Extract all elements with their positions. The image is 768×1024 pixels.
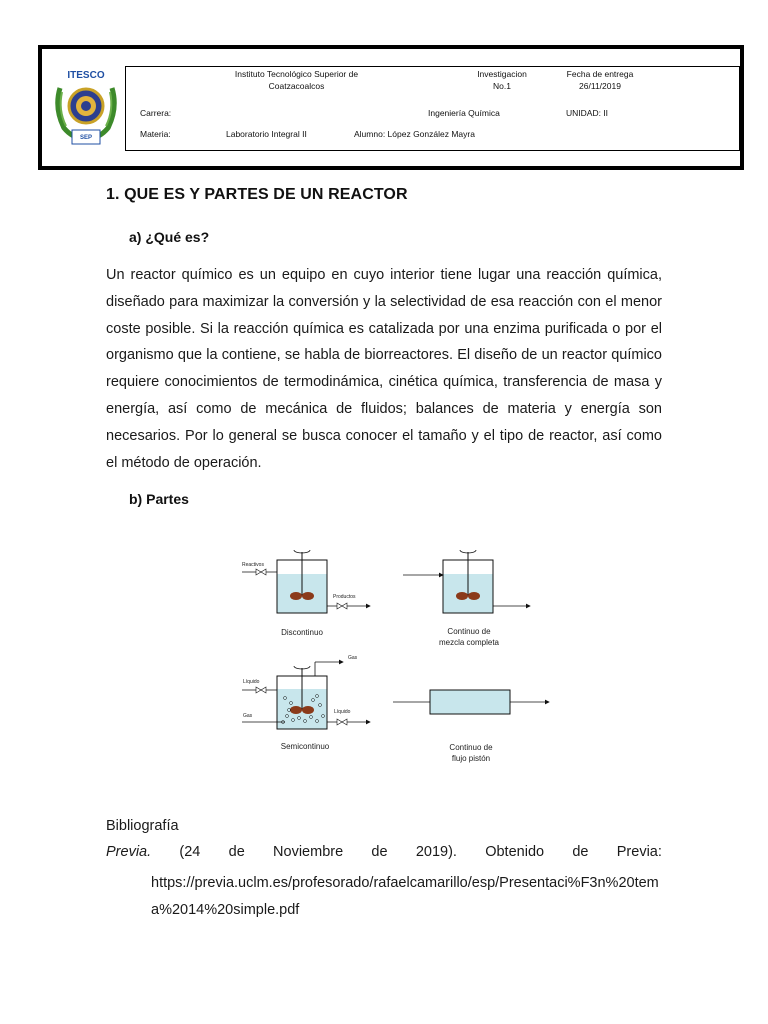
label-pfr-2: flujo pistón [451,754,491,763]
label-cstr-1: Continuo de [447,627,491,636]
bib-word-7: de [572,844,589,860]
date-label: Fecha de entrega [566,69,634,79]
label-pfr-1: Continuo de [449,743,493,752]
bibliography-source: Previa. [106,844,152,860]
institute-line1: Instituto Tecnológico Superior de [234,69,359,79]
subheading-a: a) ¿Qué es? [129,229,210,245]
bibliography-title: Bibliografía [106,818,179,834]
label-liquido-in: Líquido [243,679,260,685]
label-cstr-2: mezcla completa [438,638,500,647]
type-label: Investigacion [477,69,527,79]
institute-name [214,68,379,92]
label-reactivos: Reactivos [242,562,264,568]
itesco-logo [50,68,122,150]
type-number: No.1 [493,81,511,91]
date-value: 26/11/2019 [579,81,621,91]
reactor-types-diagram [225,540,565,770]
section-title: 1. QUE ES Y PARTES DE UN REACTOR [106,186,408,203]
bib-word-2: de [228,844,245,860]
label-gas-in: Gas [243,713,253,719]
bibliography-entry [106,844,662,860]
label-semicontinuo: Semicontinuo [280,742,330,751]
logo-text: ITESCO [67,70,105,81]
label-gas-out: Gas [348,655,358,661]
bibliography-url[interactable]: https://previa.uclm.es/profesorado/rafaelcamarillo/esp/Presentaci%F3n%20tema%2014%20simple.pdf [151,875,659,918]
bib-word-1: (24 [179,844,201,860]
carrera-label: Carrera: [140,108,172,118]
bib-word-3: Noviembre [273,844,344,860]
logo-badge: SEP [79,135,93,141]
unidad: UNIDAD: II [566,108,609,118]
batch-reactor [242,550,370,637]
label-discontinuo: Discontinuo [281,628,323,637]
materia-value: Laboratorio Integral II [226,129,307,139]
plug-flow-reactor [393,690,549,763]
cstr-reactor [403,550,530,647]
alumno: Alumno: López González Mayra [354,129,475,139]
materia-label: Materia: [140,129,171,139]
carrera-value: Ingeniería Química [428,108,500,118]
bib-word-5: 2019). [415,844,457,860]
institute-line2: Coatzacoalcos [268,81,325,91]
document-type [462,68,542,92]
subheading-b: b) Partes [129,491,189,507]
body-paragraph: Un reactor químico es un equipo en cuyo interior tiene lugar una reacción química, diseñado para maximizar la conversión y la selectividad de esa reacción con el menor coste posible. Si la reacción química es catalizada por una enzima purificada o por el organismo que la contiene, se habla de biorreactores. El diseño de un reactor químico requiere conocimientos de termodinámica, cinética química, transferencia de masa y energía, así como de mecánica de fluidos; balances de materia y energía son necesarios. Por lo general se busca conocer el tamaño y el tipo de reactor, así como el método de operación. [106,267,662,471]
bib-word-6: Obtenido [485,844,545,860]
semibatch-reactor [242,655,370,751]
label-liquido-out: Líquido [334,709,351,715]
bib-word-4: de [371,844,388,860]
label-productos: Productos [333,594,356,600]
bib-word-8: Previa: [616,844,662,860]
due-date [560,68,640,92]
